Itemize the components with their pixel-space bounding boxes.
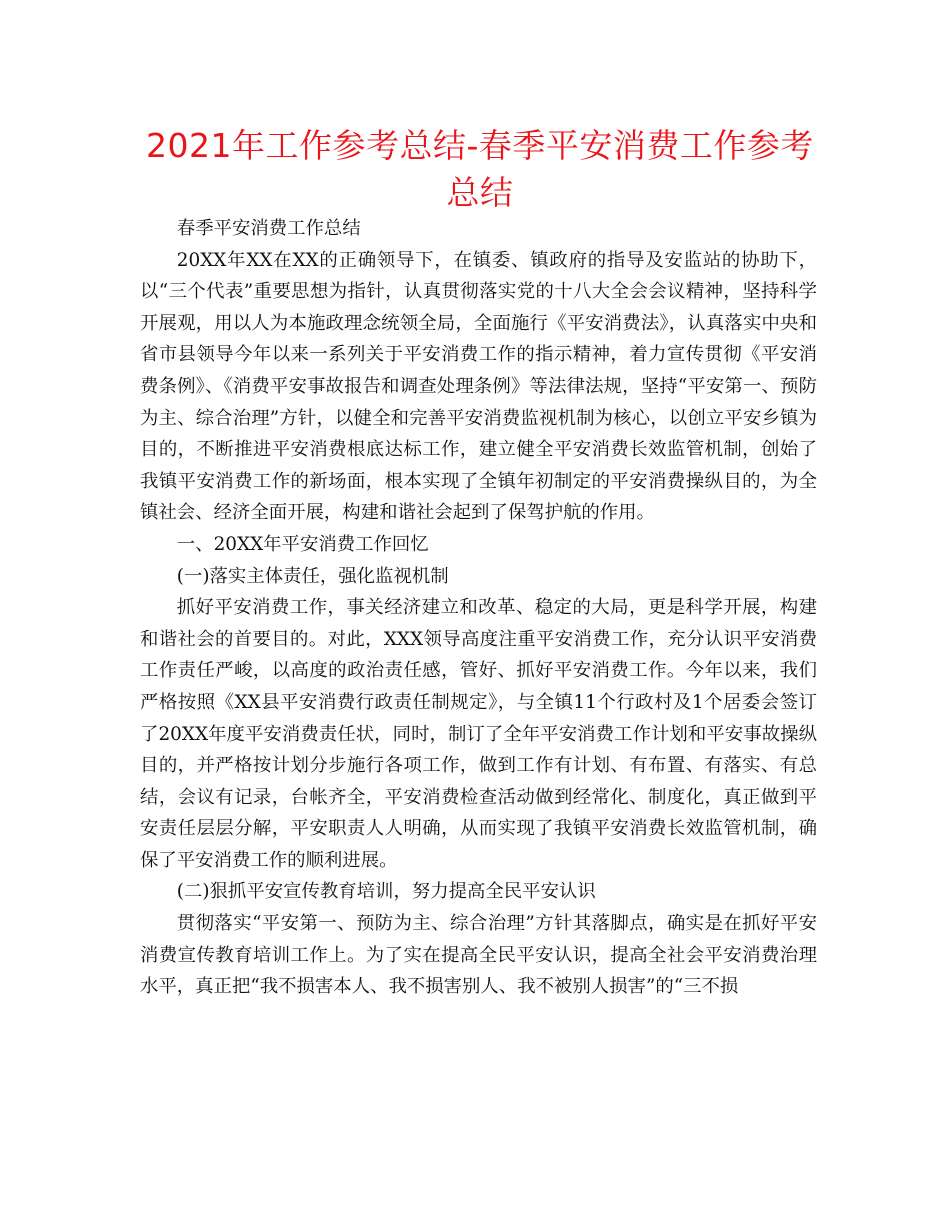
document-title: 2021年工作参考总结-春季平安消费工作参考总结 bbox=[146, 126, 814, 212]
body-paragraph: 抓好平安消费工作，事关经济建立和改革、稳定的大局，更是科学开展，构建和谐社会的首要目的。对此，XXX领导高度注重平安消费工作，充分认识平安消费工作责任严峻，以高度的政治责任感，管好、抓好平安消费工作。今年以来，我们严格按照《XX县平安消费行政责任制规定》，与全镇11个行政村及1个居委会签订了20XX年度平安消费责任状，同时，制订了全年平安消费工作计划和平安事故操纵目的，并严格按计划分步施行各项工作，做到工作有计划、有布置、有落实、有总结，会议有记录，台帐齐全，平安消费检查活动做到经常化、制度化，真正做到平安责任层层分解，平安职责人人明确，从而实现了我镇平安消费长效监管机制，确保了平安消费工作的顺利进展。 bbox=[140, 597, 817, 871]
intro-paragraph: 20XX年XX在XX的正确领导下，在镇委、镇政府的指导及安监站的协助下，以“三个代表”重要思想为指针，认真贯彻落实党的十八大全会会议精神，坚持科学开展观，用以人为本施政理念统领全局，全面施行《平安消费法》，认真落实中央和省市县领导今年以来一系列关于平安消费工作的指示精神，着力宣传贯彻《平安消费条例》、《消费平安事故报告和调查处理条例》等法律法规，坚持“平安第一、预防为主、综合治理”方针，以健全和完善平安消费监视机制为核心，以创立平安乡镇为目的，不断推进平安消费根底达标工作，建立健全平安消费长效监管机制，创始了我镇平安消费工作的新场面，根本实现了全镇年初制定的平安消费操纵目的，为全镇社会、经济全面开展，构建和谐社会起到了保驾护航的作用。 bbox=[140, 249, 817, 524]
subsection-heading: (一)落实主体责任，强化监视机制 bbox=[176, 565, 449, 587]
body-paragraph: 贯彻落实“平安第一、预防为主、综合治理”方针其落脚点，确实是在抓好平安消费宣传教育培训工作上。为了实在提高全民平安认识，提高全社会平安消费治理水平，真正把“我不损害本人、我不损害别人、我不被别人损害”的“三不损 bbox=[140, 913, 817, 998]
subsection-heading: (二)狠抓平安宣传教育培训，努力提高全民平安认识 bbox=[176, 881, 596, 903]
document-body bbox=[140, 213, 817, 1003]
subtitle-paragraph: 春季平安消费工作总结 bbox=[176, 218, 361, 239]
section-heading: 一、20XX年平安消费工作回忆 bbox=[176, 533, 429, 555]
